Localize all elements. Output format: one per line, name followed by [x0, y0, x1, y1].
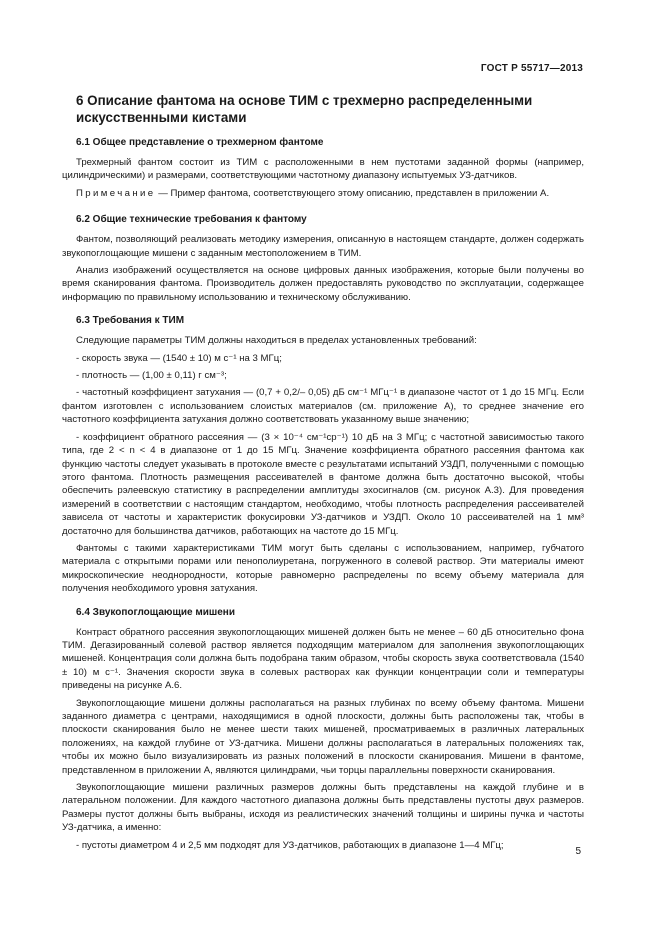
section-6-1-title: 6.1 Общее представление о трехмерном фантоме	[76, 137, 324, 148]
paragraph: Следующие параметры ТИМ должны находиться в пределах установленных требований:	[76, 335, 477, 347]
paragraph: Фантомы с такими характеристиками ТИМ могут быть сделаны с использованием, например, губчатого материала с открытыми порами или пенополиуретана, погруженного в солевой раствор. Эти материалы имеют микроскопические неоднородности, которые равномерно распределены по всему объему материала для получения необходимого уровня затухания.	[62, 542, 584, 595]
list-item: - плотность — (1,00 ± 0,11) г см⁻³;	[76, 370, 227, 382]
note-text: — Пример фантома, соответствующего этому описанию, представлен в приложении А.	[155, 187, 550, 199]
paragraph: Звукопоглощающие мишени должны располагаться на разных глубинах по всему объему фантома. Мишени заданного диаметра с центрами, находящимися в одной плоскости, должны быть расположены так, чтобы в плоскости сканирования было не менее шести таких мишеней, просматриваемых в различных латеральных положениях, на каждой глубине от УЗ-датчика. Мишени должны располагаться в латеральных положениях так, чтобы их можно было визуализировать из разных положений в плоскости сканирования. Мишени в фантоме, представленном в приложении А, являются цилиндрами, чьи торцы параллельны поверхности сканирования.	[62, 697, 584, 776]
note	[76, 187, 584, 200]
list-item: - скорость звука — (1540 ± 10) м с⁻¹ на 3 МГц;	[76, 352, 282, 364]
document-header: ГОСТ Р 55717—2013	[480, 63, 583, 74]
paragraph: Контраст обратного рассеяния звукопоглощающих мишеней должен быть не менее – 60 дБ относительно фона ТИМ. Дегазированный солевой раствор является подходящим материалом для заполнения звукопоглощающих мишеней. Концентрация соли должна быть подобрана таким образом, чтобы скорость звука соответствовала (1540 ± 10) м с⁻¹. Значения скорости звука в солевых растворах как функции концентрации соли и температуры приведены на рисунке А.6.	[62, 626, 584, 692]
section-6-title: 6 Описание фантома на основе ТИМ с трехмерно распределенными искусственными кистами	[76, 93, 533, 125]
list-item: - коэффициент обратного рассеяния — (3 × 10⁻⁴ см⁻¹ср⁻¹) 10 дБ на 3 МГц; с частотной зависимостью такого типа, где 2 < n < 4 в диапазоне от 1 до 15 МГц. Значение коэффициента обратного рассеяния фантома как функцию частоты следует указывать в протоколе вместе с результатами испытаний УЗДП, полученными с помощью этого фантома. Плотность размещения рассеивателей в фантоме должна быть достаточно высокой, чтобы обеспечить рэлеевскую статистику в распределении амплитуды эхосигналов (см. рисунок А.3). Для проведения измерений в соответствии с настоящим стандартом, необходимо, чтобы плотность распределения рассеивателей зависела от частоты и характеристик фокусировки УЗ-датчиков и УЗДП. Около 10 рассеивателей на 1 мм³ достаточно для большинства датчиков, работающих на частоте до 15 МГц.	[62, 431, 584, 537]
paragraph: Фантом, позволяющий реализовать методику измерения, описанную в настоящем стандарте, должен содержать звукопоглощающие мишени с заданным местоположением в ТИМ.	[62, 234, 584, 259]
paragraph: Трехмерный фантом состоит из ТИМ с расположенными в нем пустотами заданной формы (например, цилиндрическими) и размерами, соответствующими частотному диапазону испытуемых УЗ-датчиков.	[62, 157, 584, 182]
note-label: Примечание	[76, 187, 156, 199]
section-6-3-title: 6.3 Требования к ТИМ	[76, 315, 185, 327]
page-content	[62, 92, 584, 856]
section-6-4-title: 6.4 Звукопоглощающие мишени	[76, 606, 235, 618]
list-item: - пустоты диаметром 4 и 2,5 мм подходят для УЗ-датчиков, работающих в диапазоне 1—4 МГц;	[76, 839, 504, 851]
section-6-2-title: 6.2 Общие технические требования к фантому	[76, 214, 307, 226]
paragraph: Анализ изображений осуществляется на основе цифровых данных изображения, которые были получены во время сканирования фантома. Производитель должен предоставлять руководство по эксплуатации, содержащее информацию по правильному использованию и техническому обслуживанию.	[62, 265, 584, 303]
paragraph: Звукопоглощающие мишени различных размеров должны быть представлены на каждой глубине и в латеральном положении. Для каждого частотного диапазона должны быть представлены пустоты двух размеров. Размеры пустот должны быть выбраны, исходя из реалистических значений толщины и ширины пучка и частоты УЗ-датчика, а именно:	[62, 782, 584, 834]
page-number: 5	[575, 846, 581, 857]
list-item: - частотный коэффициент затухания — (0,7 + 0,2/– 0,05) дБ см⁻¹ МГц⁻¹ в диапазоне частот от 1 до 15 МГц. Если фантом изготовлен с использованием слоистых материалов (см. приложение А), то среднее значение его частотного коэффициента затухания должно соответствовать указанному выше значению;	[62, 387, 584, 426]
